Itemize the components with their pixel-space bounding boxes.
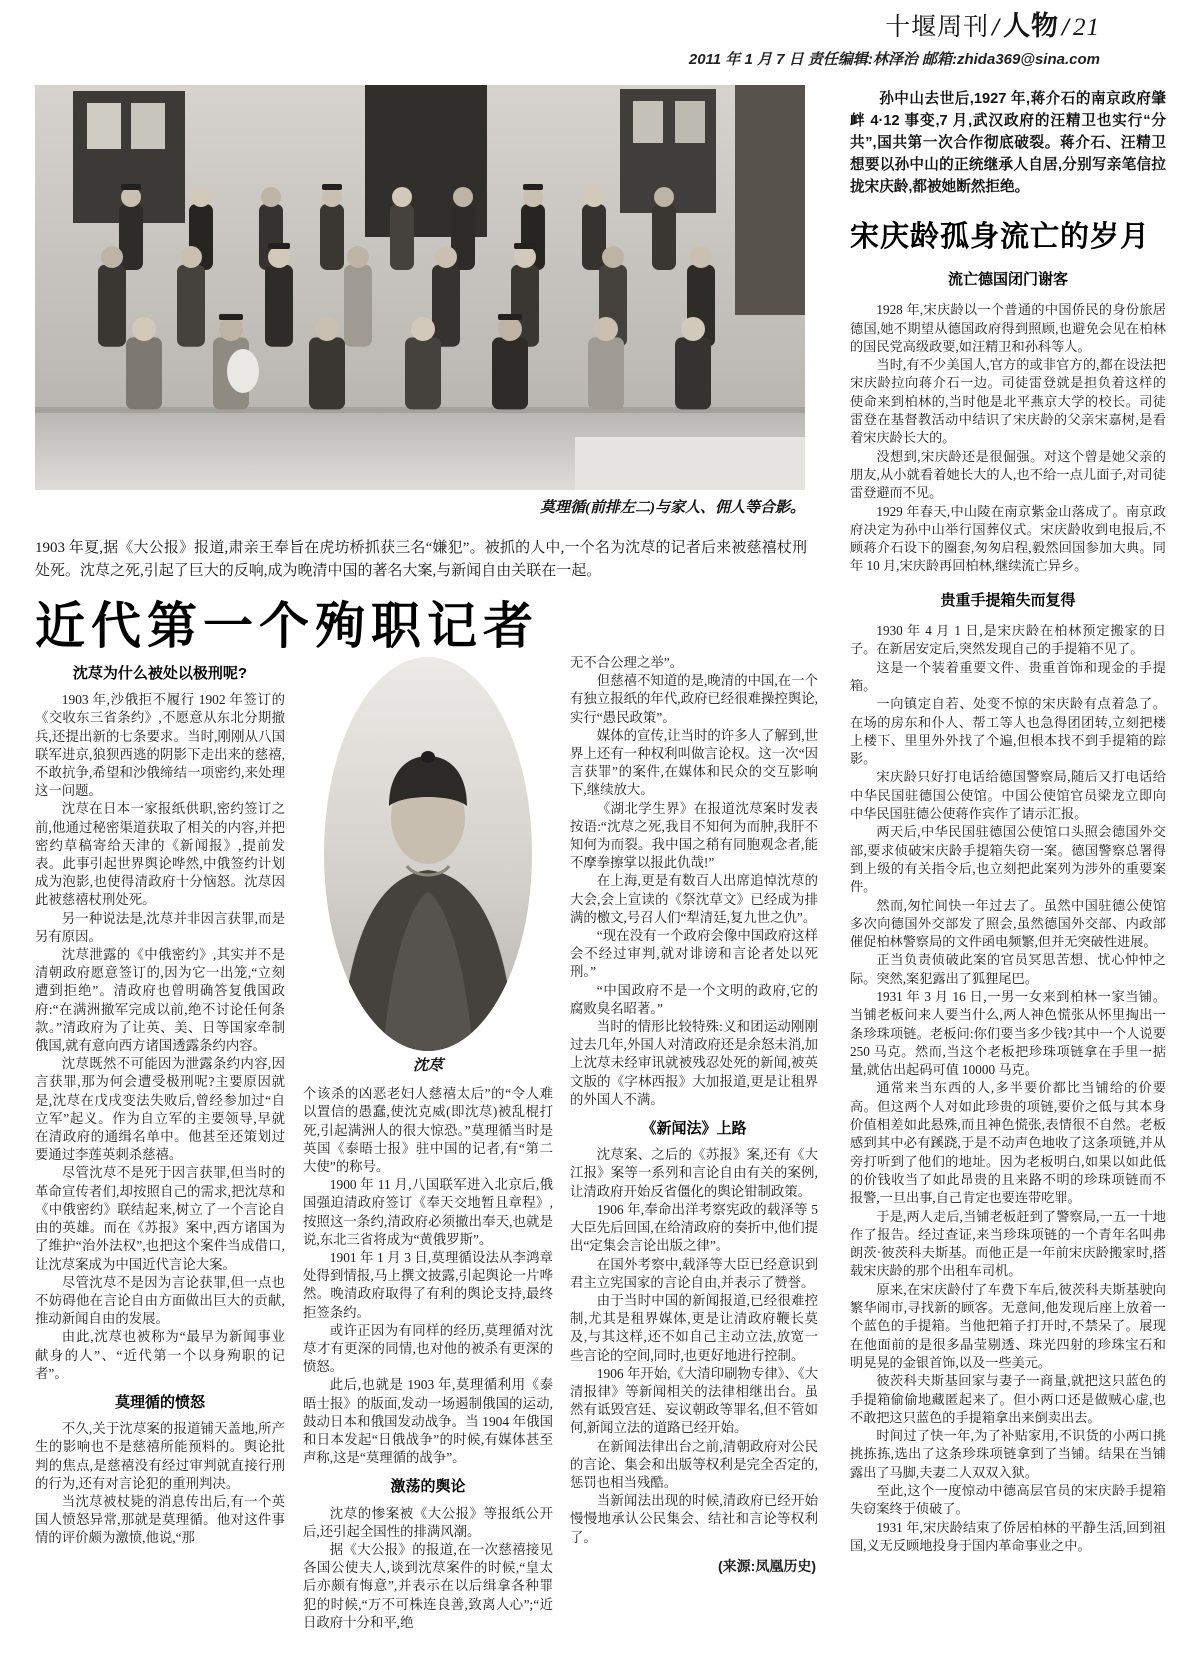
paragraph: 1906 年开始,《大清印刷物专律》、《大清报律》等新闻相关的法律相继出台。虽然有诋毁宫廷、妄议朝政等罪名,但不管如何,新闻立法的道路已经开始。 — [570, 1365, 818, 1436]
paragraph: 一向镇定自若、处变不惊的宋庆龄有点着急了。在场的房东和仆人、帮工等人也急得团团转,立刻把楼上楼下、里里外外找了个遍,但根本找不到手提箱的踪影。 — [850, 696, 1166, 767]
section-subhead: 贵重手提箱失而复得 — [940, 591, 1076, 609]
paragraph: 媒体的宣传,让当时的许多人了解到,世界上还有一种权利叫做言论权。这一次“因言获罪”的案件,在媒体和民众的交互影响下,继续放大。 — [570, 727, 818, 798]
paragraph: 然而,匆忙间快一年过去了。虽然中国驻德公使馆多次向德国外交部发了照会,虽然德国外交部、内政部催促柏林警察局的文件函电频繁,但并无突破性进展。 — [850, 897, 1166, 950]
paragraph: 在上海,更是有数百人出席追悼沈荩的大会,会上宣读的《祭沈草文》已经成为排满的檄文,号召人们“犁清廷,复九世之仇”。 — [570, 873, 818, 925]
paragraph: 当沈荩被杖毙的消息传出后,有一个英国人愤怒异常,那就是莫理循。他对这件事情的评价颇为激愤,他说,“那 — [35, 1493, 285, 1546]
paragraph: 个该杀的凶恶老妇人慈禧太后”的“令人难以置信的愚蠢,使沈克威(即沈荩)被乱棍打死,引起满洲人的很大惊恐。”莫理循当时是英国《泰晤士报》驻中国的记者,有“第二大使”的称号。 — [303, 1086, 553, 1175]
source-credit: (来源:凤凰历史) — [718, 1557, 816, 1574]
paragraph: 据《大公报》的报道,在一次慈禧接见各国公使夫人,谈到沈荩案件的时候,“皇太后亦颇有悔意”,并表示在以后缉拿各种罪犯的时候,“万不可株连良善,致离人心”;“近日政府十分和平,绝 — [303, 1542, 553, 1630]
main-headline: 近代第一个殉职记者 — [35, 598, 539, 654]
paragraph: 在新闻法律出台之前,清朝政府对公民的言论、集会和出版等权利是完全否定的,惩罚也相当残酷。 — [570, 1438, 818, 1490]
paragraph: 时间过了快一年,为了补贴家用,不识货的小两口挑挑拣拣,选出了这条珍珠项链拿到了当铺。结果在当铺露出了马脚,夫妻二人双双入狱。 — [850, 1428, 1166, 1480]
group-photo-caption: 莫理循(前排左二)与家人、佣人等合影。 — [540, 500, 805, 516]
group-photo — [35, 85, 805, 490]
slash-separator: / — [1062, 14, 1070, 41]
paragraph: 于是,两人走后,当铺老板赶到了警察局,一五一十地作了报告。经过查证,来当珍珠项链的一个青年名叫弗朗茨·彼茨科夫斯基。而他正是一年前宋庆龄搬家时,搭载宋庆龄的那个出租车司机。 — [850, 1208, 1166, 1279]
paragraph: 通常来当东西的人,多半要价都比当铺给的价要高。但这两个人对如此珍贵的项链,要价之低与其本身价值相差如此悬殊,而且神色慌张,表情很不自然。老板感到其中必有蹊跷,于是不动声色地收了这条项链,并从旁打听到了他们的地址。因为老板明白,如果以如此低的价钱收当了如此昂贵的且来路不明的珍珠项链而不报警,一旦出事,自己肯定也要连带吃罪。 — [850, 1080, 1166, 1206]
slash-separator: / — [992, 14, 1001, 41]
paragraph: 此后,也就是 1903 年,莫理循利用《泰晤士报》的版面,发动一场遏制俄国的运动,鼓动日本和俄国发动战争。当 1904 年俄国和日本发起“日俄战争”的时候,有媒体甚至声称,这是“莫理循的战争”。 — [303, 1377, 553, 1466]
paragraph: 由于当时中国的新闻报道,已经很难控制,尤其是租界媒体,更是让清政府鞭长莫及,与其这样,还不如自己主动立法,放宽一些言论的空间,同时,也更好地进行控制。 — [570, 1292, 818, 1363]
paragraph: 沈荩泄露的《中俄密约》,其实并不是清朝政府愿意签订的,因为它一出笼,“立刻遭到拒绝”。清政府也曾明确答复俄国政府:“在满洲撤军完成以前,绝不讨论任何条款。”清政府为了让英、美、日等国家牵制俄国,就有意向西方诸国透露条约内容。 — [35, 947, 285, 1054]
paragraph: 当时,有不少美国人,官方的或非官方的,都在设法把宋庆龄拉向蒋介石一边。司徒雷登就是担负着这样的使命来到柏林的,当时他是北平燕京大学的校长。司徒雷登在基督教活动中结识了宋庆龄的父亲宋嘉树,是看着宋庆龄长大的。 — [850, 357, 1166, 446]
group-photo-image — [35, 85, 805, 490]
paragraph: 沈荩案、之后的《苏报》案,还有《大江报》案等一系列和言论自由有关的案例,让清政府开始反省僵化的舆论钳制政策。 — [570, 1147, 818, 1199]
paragraph: 由此,沈荩也被称为“最早为新闻事业献身的人”、“近代第一个以身殉职的记者”。 — [35, 1329, 285, 1381]
paragraph: “中国政府不是一个文明的政府,它的腐败臭名昭著。” — [570, 982, 818, 1016]
page-number: 21 — [1073, 14, 1100, 41]
paragraph: 沈荩既然不可能因为泄露条约内容,因言获罪,那为何会遭受极刑呢?主要原因就是,沈荩在戊戌变法失败后,曾经参加过“自立军”起义。作为自立军的主要领导,早就在清政府的通缉名单中。他甚至还策划过要通过李莲英刺杀慈禧。 — [35, 1056, 285, 1163]
masthead-dateline: 2011 年 1 月 7 日 责任编辑:林泽治 邮箱:zhida369@sina.com — [688, 51, 1100, 68]
paragraph: 1903 年,沙俄拒不履行 1902 年签订的《交收东三省条约》,不愿意从东北分期撤兵,还提出新的七条要求。当时,刚刚从八国联军进京,狼狈西逃的阴影下走出来的慈禧,不敢抗争,希望和沙俄缔结一项密约,来处理这一问题。 — [35, 692, 285, 799]
paragraph: 彼茨科夫斯基回家与妻子一商量,就把这只蓝色的手提箱偷偷地藏匿起来了。但小两口还是做贼心虚,也不敢把这只蓝色的手提箱拿出来倒卖出去。 — [850, 1373, 1166, 1425]
masthead — [689, 4, 1100, 69]
portrait-image — [323, 656, 533, 1052]
paragraph: 两天后,中华民国驻德国公使馆口头照会德国外交部,要求侦破宋庆龄手提箱失窃一案。德国警察总署得到上级的有关指令后,也立刻把此案列为涉外的重要案件。 — [850, 824, 1166, 895]
paragraph: 1931 年,宋庆龄结束了侨居柏林的平静生活,回到祖国,义无反顾地投身于国内革命事业之中。 — [850, 1519, 1166, 1553]
portrait-caption: 沈荩 — [412, 1058, 443, 1074]
paragraph: 沈荩在日本一家报纸供职,密约签订之前,他通过秘密渠道获取了相关的内容,并把密约草稿寄给天津的《新闻报》,提前发表。此事引起世界舆论哗然,中俄签约计划成为泡影,也使得清政府十分恼怒。沈荩因此被慈禧杖刑处死。 — [35, 801, 285, 908]
right-article-headline: 宋庆龄孤身流亡的岁月 — [850, 221, 1151, 253]
paragraph: 1928 年,宋庆龄以一个普通的中国侨民的身份旅居德国,她不期望从德国政府得到照顾,也避免会见在柏林的国民党高级政要,如汪精卫和孙科等人。 — [850, 302, 1166, 354]
paragraph: 这是一个装着重要文件、贵重首饰和现金的手提箱。 — [850, 659, 1166, 693]
section-subhead: 激荡的舆论 — [390, 1478, 466, 1496]
paragraph: 尽管沈荩不是死于因言获罪,但当时的革命宣传者们,却按照自己的需求,把沈荩和《中俄密约》联结起来,树立了一个言论自由的英雄。而在《苏报》案中,西方诸国为了维护“治外法权”,也把这个案件当成借口,让沈荩案成为中国近代言论大案。 — [35, 1165, 285, 1272]
portrait-photo — [322, 656, 534, 1075]
paragraph: 不久,关于沈荩案的报道铺天盖地,所产生的影响也不是慈禧所能预料的。舆论批判的焦点,是慈禧没有经过审判就直接行刑的行为,还有对言论犯的重刑判决。 — [35, 1421, 285, 1491]
publication-name: 十堰周刊 — [885, 14, 990, 41]
paragraph: 宋庆龄只好打电话给德国警察局,随后又打电话给中华民国驻德国公使馆。中国公使馆官员梁龙立即向中华民国驻德公使蒋作宾作了请示汇报。 — [850, 769, 1166, 822]
paragraph: 1929 年春天,中山陵在南京紫金山落成了。南京政府决定为孙中山举行国葬仪式。宋庆龄收到电报后,不顾蒋介石设下的圈套,匆匆启程,毅然回国参加大典。同年 10 月,宋庆龄再回柏林,继续流亡异乡。 — [850, 503, 1166, 574]
section-subhead: 《新闻法》上路 — [641, 1120, 747, 1138]
paragraph: 至此,这个一度惊动中德高层官员的宋庆龄手提箱失窃案终于侦破了。 — [850, 1483, 1166, 1517]
text-column-3 — [570, 654, 818, 1668]
section-subhead: 莫理循的愤怒 — [114, 1393, 205, 1411]
paragraph: 原来,在宋庆龄付了车费下车后,彼茨科夫斯基驶向繁华闹市,寻找新的顾客。无意间,他发现后座上放着一个蓝色的手提箱。当他把箱子打开时,不禁呆了。展现在他面前的是很多晶莹剔透、珠光四射的珍珠宝石和明晃晃的金银首饰,以及一些美元。 — [850, 1281, 1166, 1370]
paragraph: 另一种说法是,沈荩并非因言获罪,而是另有原因。 — [35, 910, 285, 944]
paragraph: “现在没有一个政府会像中国政府这样会不经过审判,就对诽谤和言论者处以死刑。” — [570, 928, 818, 980]
article-intro: 1903 年夏,据《大公报》报道,肃亲王奉旨在虎坊桥抓获三名“嫌犯”。被抓的人中,一个名为沈荩的记者后来被慈禧杖刑处死。沈荩之死,引起了巨大的反响,成为晚清中国的著名大案,与新闻自由关联在一起。 — [35, 540, 807, 579]
paragraph: 1930 年 4 月 1 日,是宋庆龄在柏林预定搬家的日子。在新居安定后,突然发现自己的手提箱不见了。 — [850, 623, 1166, 657]
paragraph: 或许正因为有同样的经历,莫理循对沈荩才有更深的同情,也对他的被杀有更深的愤怒。 — [303, 1322, 553, 1375]
paragraph: 没想到,宋庆龄还是很倔强。对这个曾是她父亲的朋友,从小就看着她长大的人,也不给一点儿面子,对司徒雷登避而不见。 — [850, 448, 1166, 501]
masthead-title — [689, 4, 1100, 43]
paragraph: 1931 年 3 月 16 日,一男一女来到柏林一家当铺。当铺老板问来人要当什么,两人神色慌张从怀里掏出一条珍珠项链。老板问:你们要当多少钱?其中一个人说要 250 马克。然而,当这个老板把珍珠项链拿在手里一掂量,就估出起码可值 10000 马克。 — [850, 988, 1166, 1078]
right-article — [850, 88, 1166, 1666]
section-subhead: 流亡德国闭门谢客 — [947, 271, 1068, 288]
paragraph: 正当负责侦破此案的官员冥思苦想、忧心忡忡之际。突然,案犯露出了狐狸尾巴。 — [850, 952, 1166, 986]
paragraph: 1900 年 11 月,八国联军进入北京后,俄国强迫清政府签订《奉天交地暂且章程》,按照这一条约,清政府必须撤出奉天,也就是说,东北三省将成为“黄俄罗斯”。 — [303, 1177, 553, 1247]
text-column-1 — [35, 654, 285, 1668]
paragraph: 在国外考察中,载泽等大臣已经意识到君主立宪国家的言论自由,并表示了赞誉。 — [570, 1256, 818, 1290]
text-column-2 — [303, 654, 553, 1668]
section-subhead: 沈荩为什么被处以极刑呢? — [72, 665, 248, 682]
section-name: 人物 — [1003, 11, 1060, 41]
right-article-text — [850, 271, 1166, 1555]
paragraph: 但慈禧不知道的是,晚清的中国,在一个有独立报纸的年代,政府已经很难操控舆论,实行“愚民政策”。 — [570, 673, 818, 725]
paragraph: 无不合公理之举”。 — [570, 655, 684, 670]
paragraph: 沈荩的惨案被《大公报》等报纸公开后,还引起全国性的排满风潮。 — [303, 1505, 553, 1539]
paragraph: 当新闻法出现的时候,清政府已经开始慢慢地承认公民集会、结社和言论等权利了。 — [570, 1493, 818, 1545]
paragraph: 《湖北学生界》在报道沈荩案时发表按语:“沈荩之死,我目不知何为而肿,我肝不知何为而裂。我中国之稍有同胞观念者,能不摩拳擦掌以报此仇哉!” — [570, 800, 818, 871]
paragraph: 当时的情形比较特殊:义和团运动刚刚过去几年,外国人对清政府还是余怒未消,加上沈荩未经审讯就被残忍处死的新闻,被英文版的《字林西报》大加报道,更是让租界的外国人不满。 — [570, 1019, 818, 1107]
right-article-lead: 孙中山去世后,1927 年,蒋介石的南京政府肇衅 4·12 事变,7 月,武汉政府的汪精卫也实行“分共”,国共第一次合作彻底破裂。蒋介石、汪精卫想要以孙中山的正统继承人自居,分别写亲笔信拉拢宋庆龄,都被她断然拒绝。 — [850, 91, 1166, 195]
paragraph: 1901 年 1 月 3 日,莫理循设法从李鸿章处得到情报,马上撰文披露,引起舆论一片哗然。晚清政府取得了有利的舆论支持,最终拒签条约。 — [303, 1250, 553, 1320]
column-2-text — [303, 1085, 553, 1632]
paragraph: 尽管沈荩不是因为言论获罪,但一点也不妨碍他在言论自由方面做出巨大的贡献,推动新闻自由的发展。 — [35, 1274, 285, 1327]
paragraph: 1906 年,奉命出洋考察宪政的载泽等 5 大臣先后回国,在给清政府的奏折中,他们提出“定集会言论出版之律”。 — [570, 1201, 818, 1254]
